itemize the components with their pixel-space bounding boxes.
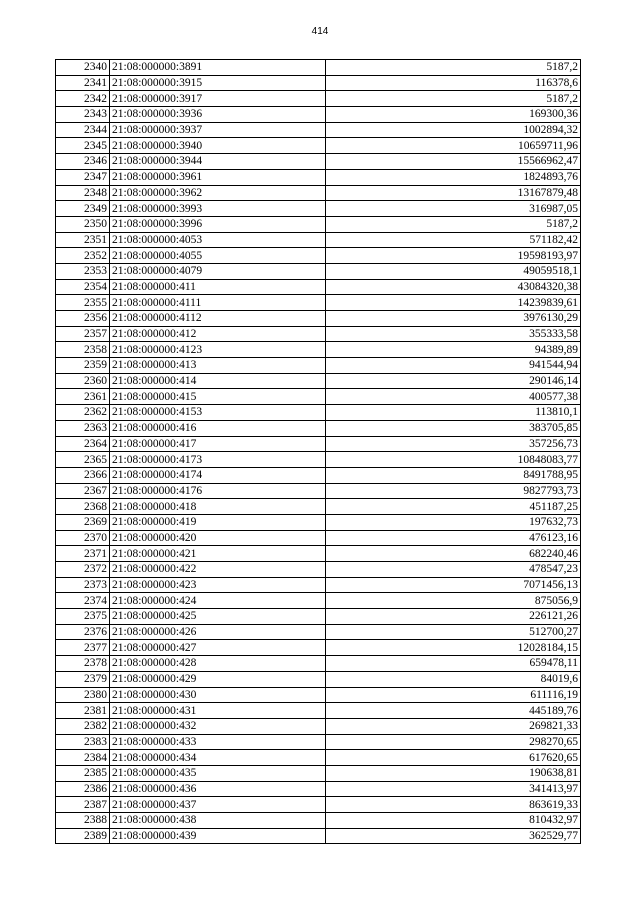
row-number-cell: 2377 [56,640,110,656]
row-number-cell: 2343 [56,107,110,123]
cadastral-number-cell: 21:08:000000:3915 [110,75,326,91]
table-row [56,718,581,734]
row-number-cell: 2386 [56,781,110,797]
cadastral-number-cell: 21:08:000000:435 [110,765,326,781]
cadastral-number-cell: 21:08:000000:434 [110,750,326,766]
cadastral-number-cell: 21:08:000000:421 [110,546,326,562]
cadastral-value-cell: 298270,65 [326,734,581,750]
row-number-cell: 2362 [56,405,110,421]
row-number-cell: 2378 [56,656,110,672]
cadastral-value-cell: 190638,81 [326,765,581,781]
table-row [56,373,581,389]
table-row [56,483,581,499]
page-number: 414 [311,26,329,37]
cadastral-number-cell: 21:08:000000:428 [110,656,326,672]
table-row [56,389,581,405]
cadastral-value-cell: 15566962,47 [326,154,581,170]
row-number-cell: 2359 [56,358,110,374]
cadastral-value-cell: 810432,97 [326,813,581,829]
row-number-cell: 2381 [56,703,110,719]
row-number-cell: 2351 [56,232,110,248]
cadastral-value-cell: 269821,33 [326,718,581,734]
cadastral-number-cell: 21:08:000000:4079 [110,263,326,279]
cadastral-number-cell: 21:08:000000:422 [110,562,326,578]
cadastral-number-cell: 21:08:000000:437 [110,797,326,813]
table-row [56,609,581,625]
row-number-cell: 2355 [56,295,110,311]
cadastral-number-cell: 21:08:000000:438 [110,813,326,829]
row-number-cell: 2370 [56,530,110,546]
row-number-cell: 2380 [56,687,110,703]
cadastral-number-cell: 21:08:000000:429 [110,671,326,687]
cadastral-value-cell: 682240,46 [326,546,581,562]
cadastral-value-cell: 1002894,32 [326,122,581,138]
row-number-cell: 2387 [56,797,110,813]
row-number-cell: 2352 [56,248,110,264]
cadastral-number-cell: 21:08:000000:3993 [110,201,326,217]
cadastral-number-cell: 21:08:000000:420 [110,530,326,546]
cadastral-value-cell: 13167879,48 [326,185,581,201]
cadastral-value-cell: 445189,76 [326,703,581,719]
table-row [56,295,581,311]
table-row [56,530,581,546]
row-number-cell: 2376 [56,624,110,640]
cadastral-value-cell: 43084320,38 [326,279,581,295]
row-number-cell: 2363 [56,420,110,436]
cadastral-value-cell: 400577,38 [326,389,581,405]
row-number-cell: 2382 [56,718,110,734]
cadastral-value-cell: 9827793,73 [326,483,581,499]
row-number-cell: 2369 [56,514,110,530]
row-number-cell: 2342 [56,91,110,107]
table-row [56,467,581,483]
cadastral-number-cell: 21:08:000000:415 [110,389,326,405]
cadastral-value-cell: 84019,6 [326,671,581,687]
table-row [56,91,581,107]
row-number-cell: 2356 [56,311,110,327]
cadastral-value-cell: 941544,94 [326,358,581,374]
row-number-cell: 2341 [56,75,110,91]
row-number-cell: 2349 [56,201,110,217]
table-row [56,358,581,374]
cadastral-value-cell: 512700,27 [326,624,581,640]
row-number-cell: 2372 [56,562,110,578]
cadastral-number-cell: 21:08:000000:3917 [110,91,326,107]
table-row [56,765,581,781]
cadastral-value-cell: 10848083,77 [326,452,581,468]
cadastral-number-cell: 21:08:000000:4176 [110,483,326,499]
cadastral-value-cell: 10659711,96 [326,138,581,154]
table-row [56,248,581,264]
table-row [56,420,581,436]
cadastral-number-cell: 21:08:000000:431 [110,703,326,719]
table-row [56,122,581,138]
row-number-cell: 2367 [56,483,110,499]
cadastral-number-cell: 21:08:000000:4112 [110,311,326,327]
row-number-cell: 2365 [56,452,110,468]
cadastral-number-cell: 21:08:000000:4173 [110,452,326,468]
cadastral-number-cell: 21:08:000000:418 [110,499,326,515]
cadastral-value-cell: 451187,25 [326,499,581,515]
table-row [56,452,581,468]
cadastral-value-cell: 14239839,61 [326,295,581,311]
cadastral-value-cell: 617620,65 [326,750,581,766]
cadastral-value-cell: 478547,23 [326,562,581,578]
row-number-cell: 2383 [56,734,110,750]
cadastral-value-cell: 476123,16 [326,530,581,546]
cadastral-value-cell: 8491788,95 [326,467,581,483]
cadastral-number-cell: 21:08:000000:4055 [110,248,326,264]
row-number-cell: 2354 [56,279,110,295]
cadastral-value-cell: 659478,11 [326,656,581,672]
cadastral-number-cell: 21:08:000000:424 [110,593,326,609]
cadastral-value-cell: 197632,73 [326,514,581,530]
table-row [56,703,581,719]
cadastral-number-cell: 21:08:000000:430 [110,687,326,703]
table-body [56,60,581,844]
table-row [56,263,581,279]
table-row [56,546,581,562]
cadastral-value-cell: 226121,26 [326,609,581,625]
cadastral-value-cell: 355333,58 [326,326,581,342]
table-row [56,60,581,76]
cadastral-number-cell: 21:08:000000:3891 [110,60,326,76]
table-row [56,342,581,358]
cadastral-value-cell: 5187,2 [326,216,581,232]
row-number-cell: 2344 [56,122,110,138]
cadastral-value-cell: 875056,9 [326,593,581,609]
cadastral-value-cell: 383705,85 [326,420,581,436]
table-row [56,279,581,295]
cadastral-number-cell: 21:08:000000:439 [110,828,326,844]
row-number-cell: 2368 [56,499,110,515]
table-row [56,326,581,342]
cadastral-value-cell: 611116,19 [326,687,581,703]
row-number-cell: 2346 [56,154,110,170]
cadastral-value-cell: 3976130,29 [326,311,581,327]
cadastral-number-cell: 21:08:000000:413 [110,358,326,374]
cadastral-number-cell: 21:08:000000:411 [110,279,326,295]
cadastral-number-cell: 21:08:000000:3962 [110,185,326,201]
table-row [56,593,581,609]
row-number-cell: 2340 [56,60,110,76]
table-row [56,185,581,201]
table-row [56,405,581,421]
table-row [56,828,581,844]
cadastral-value-cell: 49059518,1 [326,263,581,279]
cadastral-value-cell: 362529,77 [326,828,581,844]
table-row [56,656,581,672]
row-number-cell: 2361 [56,389,110,405]
row-number-cell: 2374 [56,593,110,609]
cadastral-number-cell: 21:08:000000:4123 [110,342,326,358]
cadastral-value-cell: 5187,2 [326,60,581,76]
cadastral-value-cell: 94389,89 [326,342,581,358]
cadastral-value-cell: 116378,6 [326,75,581,91]
row-number-cell: 2385 [56,765,110,781]
cadastral-value-cell: 290146,14 [326,373,581,389]
cadastral-value-cell: 571182,42 [326,232,581,248]
cadastral-value-cell: 169300,36 [326,107,581,123]
table-row [56,577,581,593]
row-number-cell: 2360 [56,373,110,389]
cadastral-number-cell: 21:08:000000:414 [110,373,326,389]
table-row [56,436,581,452]
row-number-cell: 2371 [56,546,110,562]
cadastral-number-cell: 21:08:000000:4174 [110,467,326,483]
table-row [56,781,581,797]
table-row [56,671,581,687]
cadastral-number-cell: 21:08:000000:433 [110,734,326,750]
row-number-cell: 2345 [56,138,110,154]
cadastral-number-cell: 21:08:000000:3940 [110,138,326,154]
cadastral-value-cell: 19598193,97 [326,248,581,264]
cadastral-number-cell: 21:08:000000:4153 [110,405,326,421]
table-row [56,201,581,217]
cadastral-number-cell: 21:08:000000:432 [110,718,326,734]
row-number-cell: 2379 [56,671,110,687]
table-row [56,107,581,123]
table-row [56,138,581,154]
cadastral-number-cell: 21:08:000000:3996 [110,216,326,232]
row-number-cell: 2364 [56,436,110,452]
row-number-cell: 2357 [56,326,110,342]
cadastral-number-cell: 21:08:000000:427 [110,640,326,656]
cadastral-number-cell: 21:08:000000:4111 [110,295,326,311]
cadastral-value-cell: 1824893,76 [326,169,581,185]
cadastral-value-cell: 341413,97 [326,781,581,797]
cadastral-value-cell: 863619,33 [326,797,581,813]
table-row [56,75,581,91]
table-row [56,640,581,656]
cadastral-value-table [55,59,581,844]
table-row [56,514,581,530]
cadastral-number-cell: 21:08:000000:425 [110,609,326,625]
table-row [56,797,581,813]
table-row [56,562,581,578]
cadastral-number-cell: 21:08:000000:3944 [110,154,326,170]
row-number-cell: 2366 [56,467,110,483]
cadastral-value-cell: 316987,05 [326,201,581,217]
row-number-cell: 2347 [56,169,110,185]
table-row [56,750,581,766]
cadastral-value-cell: 12028184,15 [326,640,581,656]
cadastral-value-cell: 113810,1 [326,405,581,421]
cadastral-number-cell: 21:08:000000:412 [110,326,326,342]
table-row [56,311,581,327]
table-row [56,687,581,703]
row-number-cell: 2384 [56,750,110,766]
cadastral-value-cell: 5187,2 [326,91,581,107]
row-number-cell: 2353 [56,263,110,279]
cadastral-number-cell: 21:08:000000:417 [110,436,326,452]
cadastral-number-cell: 21:08:000000:419 [110,514,326,530]
cadastral-number-cell: 21:08:000000:4053 [110,232,326,248]
cadastral-number-cell: 21:08:000000:3937 [110,122,326,138]
table-row [56,216,581,232]
row-number-cell: 2348 [56,185,110,201]
row-number-cell: 2350 [56,216,110,232]
table-row [56,734,581,750]
row-number-cell: 2358 [56,342,110,358]
row-number-cell: 2389 [56,828,110,844]
table-row [56,624,581,640]
cadastral-value-cell: 357256,73 [326,436,581,452]
cadastral-number-cell: 21:08:000000:436 [110,781,326,797]
cadastral-number-cell: 21:08:000000:416 [110,420,326,436]
row-number-cell: 2375 [56,609,110,625]
cadastral-number-cell: 21:08:000000:426 [110,624,326,640]
row-number-cell: 2388 [56,813,110,829]
cadastral-number-cell: 21:08:000000:3961 [110,169,326,185]
cadastral-value-cell: 7071456,13 [326,577,581,593]
table-row [56,154,581,170]
table-row [56,499,581,515]
cadastral-number-cell: 21:08:000000:423 [110,577,326,593]
cadastral-number-cell: 21:08:000000:3936 [110,107,326,123]
row-number-cell: 2373 [56,577,110,593]
table-row [56,813,581,829]
table-row [56,232,581,248]
table-row [56,169,581,185]
